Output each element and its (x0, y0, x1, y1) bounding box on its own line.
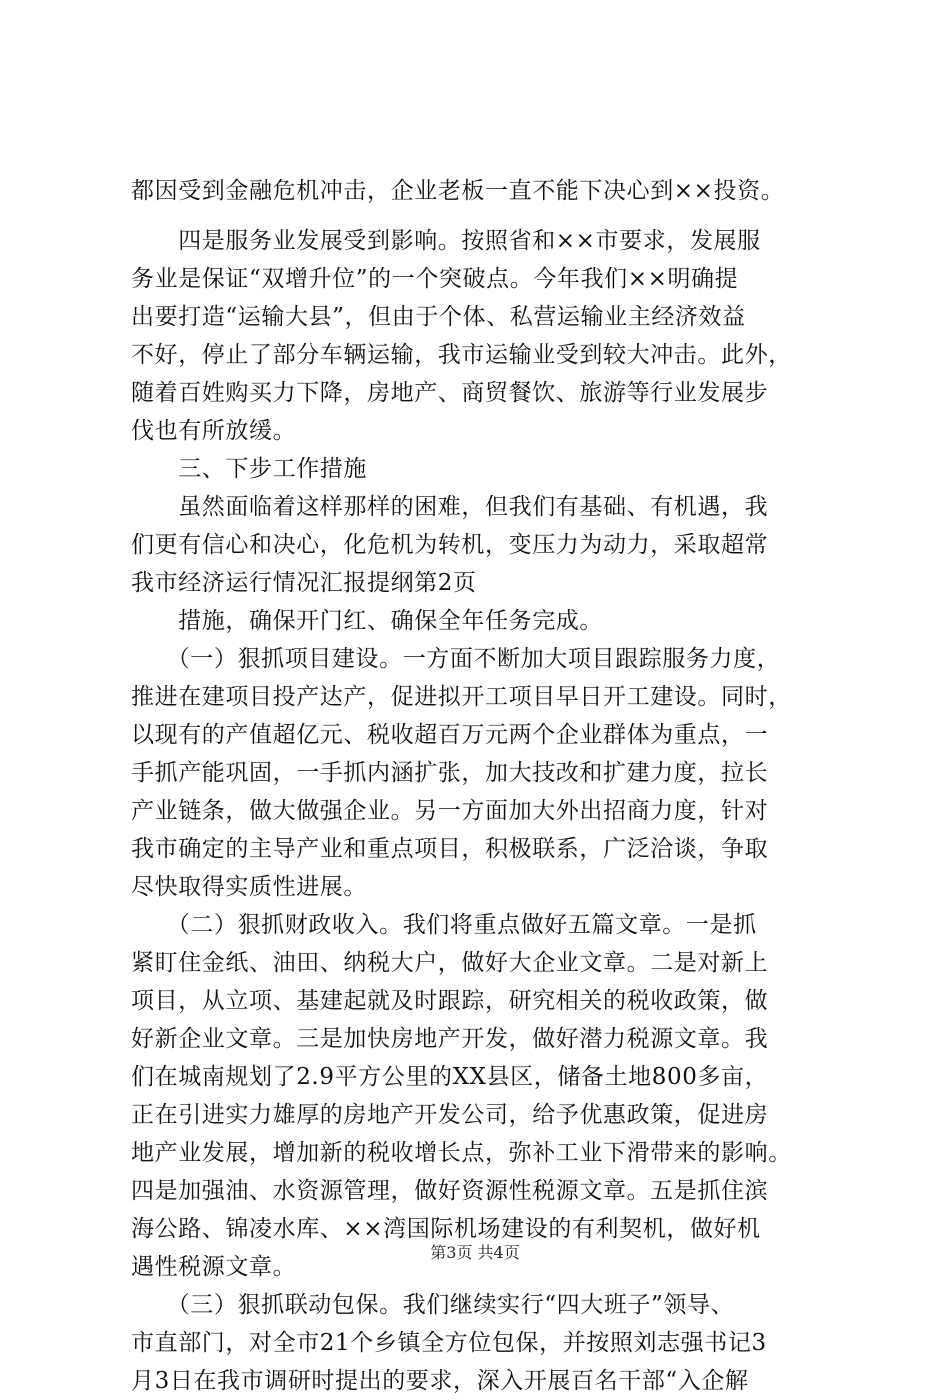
text-line: 以现有的产值超亿元、税收超百万元两个企业群体为重点，一 (131, 722, 769, 748)
text-line: 推进在建项目投产达产，促进拟开工项目早日开工建设。同时， (131, 684, 792, 710)
document-body (131, 172, 851, 1400)
text-line: 伐也有所放缓。 (131, 418, 297, 444)
text-line: 都因受到金融危机冲击，企业老板一直不能下决心到××投资。 (131, 178, 785, 204)
text-line: 不好，停止了部分车辆运输，我市运输业受到较大冲击。此外， (131, 342, 792, 368)
text-line: 市直部门，对全市21个乡镇全方位包保，并按照刘志强书记3 (131, 1330, 767, 1356)
text-line: 尽快取得实质性进展。 (131, 874, 367, 900)
text-line: 遇性税源文章。 (131, 1254, 297, 1280)
text-line: 我市确定的主导产业和重点项目，积极联系，广泛洽谈，争取 (131, 836, 769, 862)
text-line: 好新企业文章。三是加快房地产开发，做好潜力税源文章。我 (131, 1026, 769, 1052)
text-line: 出要打造“运输大县”，但由于个体、私营运输业主经济效益 (131, 304, 746, 330)
text-line: 月3日在我市调研时提出的要求，深入开展百名干部“入企解 (131, 1368, 749, 1394)
text-line: （一）狠抓项目建设。一方面不断加大项目跟踪服务力度， (131, 646, 781, 672)
text-line: 紧盯住金纸、油田、纳税大户，做好大企业文章。二是对新上 (131, 950, 769, 976)
text-line: 四是服务业发展受到影响。按照省和××市要求，发展服 (131, 228, 761, 254)
text-line: 海公路、锦凌水库、××湾国际机场建设的有利契机，做好机 (131, 1216, 761, 1242)
text-line: 虽然面临着这样那样的困难，但我们有基础、有机遇，我 (131, 494, 769, 520)
running-title: 我市经济运行情况汇报提纲第2页 (131, 570, 477, 596)
text-line: 四是加强油、水资源管理，做好资源性税源文章。五是抓住滨 (131, 1178, 769, 1204)
text-line: 措施，确保开门红、确保全年任务完成。 (131, 608, 603, 634)
blank-line (131, 210, 851, 222)
text-line: 手抓产能巩固，一手抓内涵扩张，加大技改和扩建力度，拉长 (131, 760, 769, 786)
text-line: 随着百姓购买力下降，房地产、商贸餐饮、旅游等行业发展步 (131, 380, 769, 406)
section-heading: 三、下步工作措施 (131, 456, 367, 482)
page-number: 第3页 共4页 (430, 1243, 520, 1262)
text-line: 务业是保证“双增升位”的一个突破点。今年我们××明确提 (131, 266, 739, 292)
text-line: 地产业发展，增加新的税收增长点，弥补工业下滑带来的影响。 (131, 1140, 792, 1166)
text-line: （二）狠抓财政收入。我们将重点做好五篇文章。一是抓 (131, 912, 757, 938)
text-line: 产业链条，做大做强企业。另一方面加大外出招商力度，针对 (131, 798, 769, 824)
text-line: 正在引进实力雄厚的房地产开发公司，给予优惠政策，促进房 (131, 1102, 769, 1128)
text-line: 们更有信心和决心，化危机为转机，变压力为动力，采取超常 (131, 532, 769, 558)
text-line: 项目，从立项、基建起就及时跟踪，研究相关的税收政策，做 (131, 988, 769, 1014)
text-line: 们在城南规划了2.9平方公里的XX县区，储备土地800多亩， (131, 1064, 769, 1090)
page-footer (0, 1242, 950, 1264)
text-line: （三）狠抓联动包保。我们继续实行“四大班子”领导、 (131, 1292, 735, 1318)
